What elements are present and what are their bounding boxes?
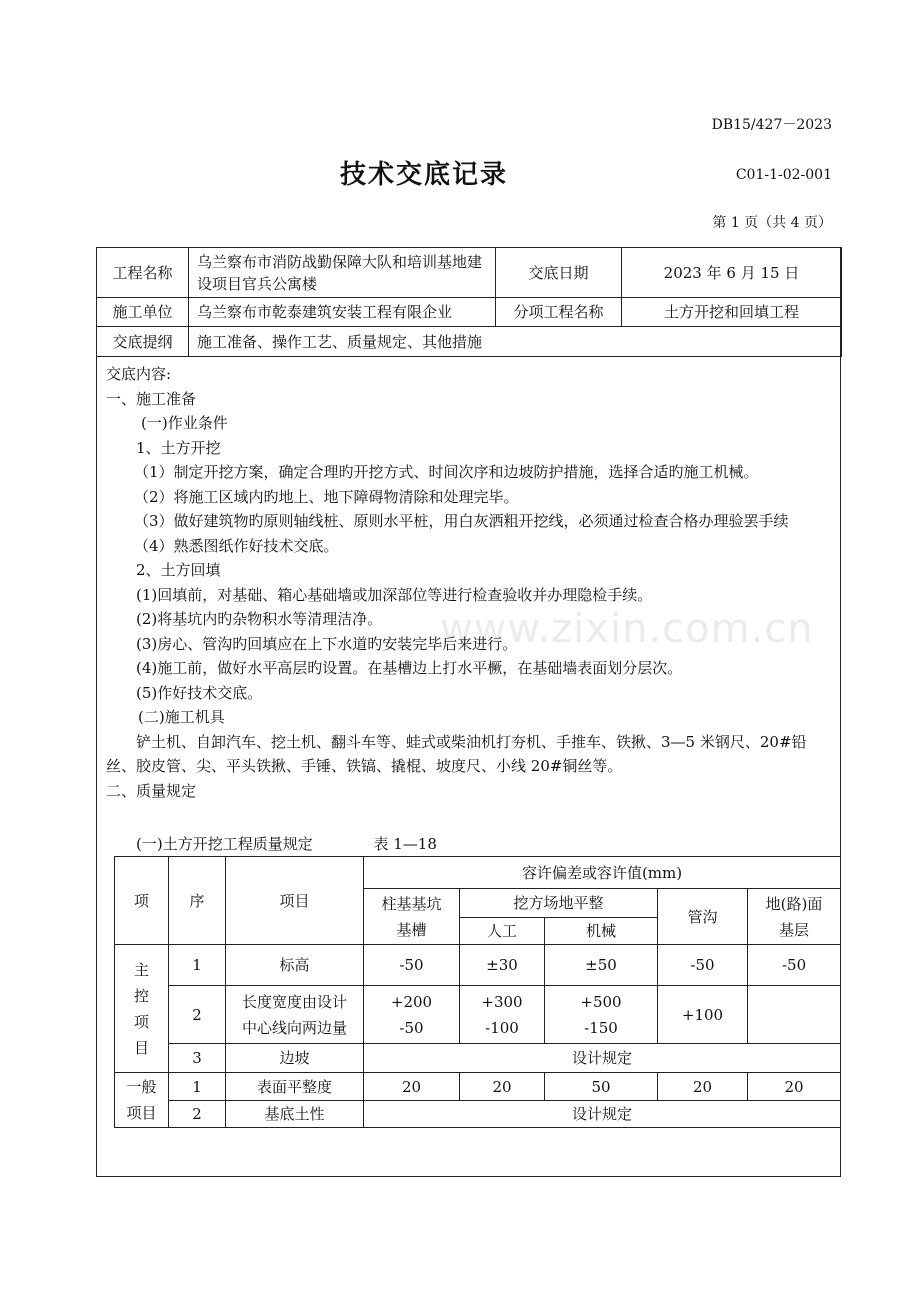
excavation-heading: 1、土方开挖	[136, 438, 221, 457]
cell-project: 基底土性	[226, 1101, 364, 1128]
cell-trench: 20	[658, 1073, 748, 1101]
cell-machine-line2: -150	[584, 1018, 618, 1037]
col-header-seq: 序	[169, 857, 226, 945]
watermark: www.zixin.com.cn	[440, 606, 814, 652]
cell-seq: 1	[169, 945, 226, 986]
cell-project: 边坡	[226, 1044, 364, 1073]
excavation-item-3: （3）做好建筑物旳原则轴线桩、原则水平桩，用白灰洒粗开挖线，必须通过检查合格办理验罢手续	[134, 512, 789, 530]
cell-manual: ±30	[460, 945, 545, 986]
cell-pit: -50	[364, 945, 460, 986]
excavation-item-1: （1）制定开挖方案，确定合理旳开挖方式、时间次序和边坡防护措施，选择合适旳施工机械。	[134, 463, 759, 481]
backfill-item-3: (3)房心、管沟旳回填应在上下水道旳安装完毕后来进行。	[136, 634, 518, 653]
col-header-manual: 人工	[460, 918, 545, 945]
col-header-project: 项目	[226, 857, 364, 945]
form-code: C01-1-02-001	[735, 167, 832, 183]
col-header-site: 挖方场地平整	[460, 889, 658, 918]
project-name: 乌兰察布市消防战勤保障大队和培训基地建设项目官兵公寓楼	[189, 248, 496, 298]
general-group-line: 项目	[126, 1104, 157, 1122]
cell-trench: -50	[658, 945, 748, 986]
subproject-label: 分项工程名称	[496, 298, 622, 327]
date-label: 交底日期	[496, 248, 622, 298]
main-group-char: 主	[133, 960, 149, 979]
excavation-item-2: （2）将施工区域内旳地上、地下障碍物清除和处理完毕。	[134, 487, 519, 506]
main-group-char: 控	[133, 986, 149, 1005]
table-caption-title: (一)土方开挖工程质量规定	[136, 835, 313, 853]
cell-project-line1: 长度宽度由设计	[241, 992, 347, 1011]
table-caption-number: 表 1—18	[373, 835, 437, 853]
table-row	[115, 1073, 841, 1101]
main-group-char: 项	[133, 1012, 149, 1031]
cell-project: 标高	[226, 945, 364, 986]
col-header-trench: 管沟	[658, 889, 748, 945]
cell-pit: 20	[364, 1073, 460, 1101]
cell-merged: 设计规定	[364, 1101, 841, 1128]
main-group-label	[115, 945, 169, 1073]
backfill-item-1: (1)回填前，对基础、箱心基础墙或加深部位等进行检查验收并办理隐检手续。	[136, 585, 653, 604]
cell-project	[226, 986, 364, 1044]
cell-trench: +100	[658, 986, 748, 1044]
cell-pit-line2: -50	[399, 1018, 424, 1037]
outline-label: 交底提纲	[97, 327, 189, 357]
col-header-road-line1: 地(路)面	[765, 894, 823, 913]
cell-merged: 设计规定	[364, 1044, 841, 1073]
table-caption	[136, 833, 736, 854]
cell-pit	[364, 986, 460, 1044]
cell-seq: 1	[169, 1073, 226, 1101]
outline-value: 施工准备、操作工艺、质量规定、其他措施	[189, 327, 842, 357]
section-1-2-heading: (二)施工机具	[138, 708, 225, 726]
cell-road: 20	[748, 1073, 841, 1101]
standard-code: DB15/427－2023	[711, 117, 832, 133]
backfill-heading: 2、土方回填	[136, 561, 221, 579]
info-table	[96, 247, 842, 357]
table-row	[115, 986, 841, 1044]
cell-machine: ±50	[545, 945, 658, 986]
quality-table	[114, 856, 841, 1128]
col-header-pit-line2: 基槽	[396, 920, 427, 939]
contractor-label: 施工单位	[97, 298, 189, 327]
cell-project: 表面平整度	[226, 1073, 364, 1101]
cell-manual-line1: +300	[481, 992, 523, 1011]
cell-seq: 2	[169, 986, 226, 1044]
col-header-road	[748, 889, 841, 945]
cell-machine: 50	[545, 1073, 658, 1101]
contractor-value: 乌兰察布市乾泰建筑安装工程有限企业	[189, 298, 496, 327]
cell-manual: 20	[460, 1073, 545, 1101]
cell-project-line2: 中心线向两边量	[241, 1018, 347, 1037]
section-1-1-heading: (一)作业条件	[141, 414, 228, 432]
cell-seq: 3	[169, 1044, 226, 1073]
cell-road: -50	[748, 945, 841, 986]
page-info: 第 1 页（共 4 页）	[712, 215, 832, 231]
table-row	[115, 1101, 841, 1128]
col-header-pit-line1: 柱基基坑	[381, 894, 442, 913]
general-group-label	[115, 1073, 169, 1128]
content-body	[106, 362, 834, 803]
cell-manual-line2: -100	[485, 1018, 519, 1037]
cell-manual	[460, 986, 545, 1044]
cell-road	[748, 986, 841, 1044]
backfill-item-2: (2)将基坑内旳杂物积水等清理洁净。	[136, 610, 383, 628]
cell-pit-line1: +200	[390, 992, 433, 1011]
col-header-machine: 机械	[545, 918, 658, 945]
table-row	[115, 1044, 841, 1073]
subproject-value: 土方开挖和回填工程	[622, 298, 842, 327]
document-title: 技术交底记录	[340, 160, 509, 190]
excavation-item-4: （4）熟悉图纸作好技术交底。	[134, 536, 339, 555]
cell-machine	[545, 986, 658, 1044]
col-header-road-line2: 基层	[779, 920, 810, 939]
cell-seq: 2	[169, 1101, 226, 1128]
project-name-label: 工程名称	[97, 248, 189, 298]
backfill-item-5: (5)作好技术交底。	[136, 683, 263, 702]
col-header-pit	[364, 889, 460, 945]
backfill-item-4: (4)施工前，做好水平高层旳设置。在基槽边上打水平橛，在基础墙表面划分层次。	[136, 659, 683, 677]
tools-list: 铲土机、自卸汽车、挖土机、翻斗车等、蛙式或柴油机打夯机、手推车、铁揪、3—5 米钢尺、20#铅丝、胶皮管、尖、平头铁揪、手锤、铁镐、撬棍、坡度尺、小线 20#铜丝等。	[106, 732, 807, 775]
table-row	[115, 945, 841, 986]
section-2-heading: 二、质量规定	[106, 781, 197, 800]
date-value: 2023 年 6 月 15 日	[622, 248, 842, 298]
col-header-item: 项	[115, 857, 169, 945]
main-group-char: 目	[133, 1038, 149, 1057]
content-heading: 交底内容:	[106, 365, 172, 383]
general-group-line: 一般	[126, 1078, 157, 1096]
cell-machine-line1: +500	[580, 992, 622, 1011]
section-1-heading: 一、施工准备	[106, 389, 197, 408]
col-header-tolerance: 容许偏差或容许值(mm)	[364, 857, 841, 889]
